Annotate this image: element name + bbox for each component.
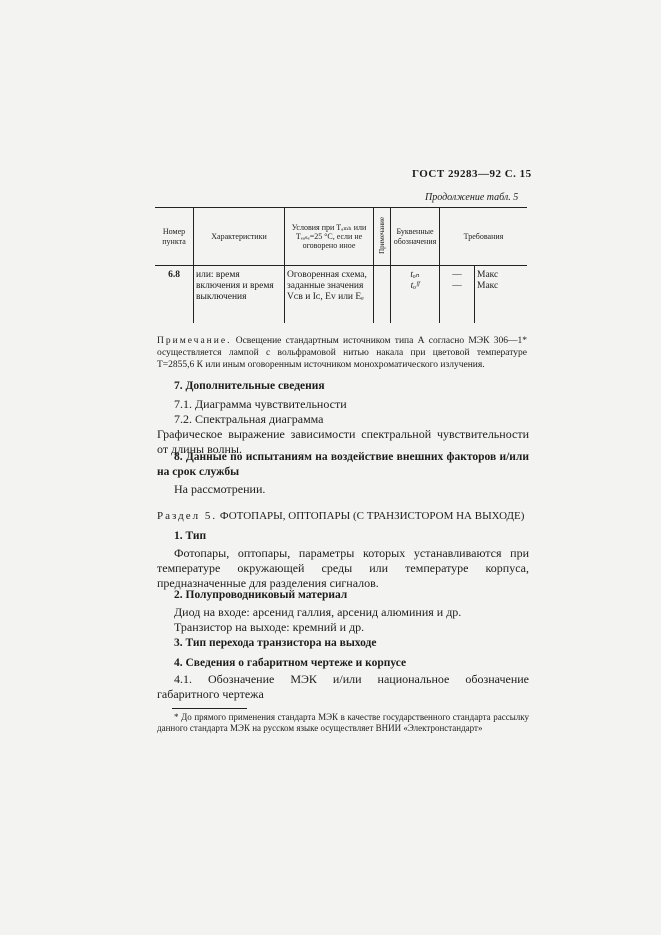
characteristics-table — [155, 207, 527, 323]
row-min — [440, 266, 475, 324]
note-text: Освещение стандартным источником типа А согласно МЭК 306—1* осуществляется лампой с вольфрамовой нитью накала при цветовой температуре T=2855,6 К или иным оговоренным источником монохроматического излучения. — [157, 336, 527, 370]
row-number: 6.8 — [168, 270, 180, 280]
table-note — [157, 335, 527, 371]
header-number: Номер пункта — [155, 208, 194, 266]
header-characteristic: Характеристики — [194, 208, 285, 266]
row-symbols — [391, 266, 440, 324]
type-text: Фотопары, оптопары, параметры которых устанавливаются при температуре окружающей среды или температуре корпуса, предназначенные для разделения сигналов. — [157, 546, 529, 590]
dash-2: — — [452, 280, 462, 291]
note-label: Примечание. — [157, 336, 232, 346]
item-7-1: 7.1. Диаграмма чувствительности — [174, 397, 347, 411]
row-conditions: Оговоренная схема, заданные значения Vᴄʙ и Iᴄ, Eᴠ или Eₑ — [285, 266, 374, 324]
table-row — [155, 266, 527, 324]
razdel-heading — [157, 510, 524, 522]
package-title: 4. Сведения о габаритном чертеже и корпусе — [174, 657, 407, 669]
section-7-title: 7. Дополнительные сведения — [174, 380, 325, 392]
table-continuation-label: Продолжение табл. 5 — [425, 192, 519, 203]
header-conditions: Условия при Tₐₘₕ или Tₑₐₛₑ=25 °C, если не оговорено иное — [285, 208, 374, 266]
req-max-2: Макс — [477, 280, 499, 291]
razdel-title: ФОТОПАРЫ, ОПТОПАРЫ (С ТРАНЗИСТОРОМ НА ВЫХОДЕ) — [219, 510, 525, 522]
symbol-on: tₒₙ — [410, 270, 420, 280]
symbol-off: tₒᶠᶠ — [410, 280, 420, 291]
section-8-title: 8. Данные по испытаниям на воздействие внешних факторов и/или на срок службы — [157, 451, 529, 478]
material-line-2: Транзистор на выходе: кремний и др. — [174, 620, 365, 634]
header-requirements: Требования — [440, 208, 528, 266]
item-7-text: Графическое выражение зависимости спектральной чувствительности от длины волны. — [157, 427, 529, 456]
section-8-text: На рассмотрении. — [174, 482, 266, 496]
row-note — [374, 266, 391, 324]
item-7-2: 7.2. Спектральная диаграмма — [174, 412, 324, 426]
razdel-label: Раздел 5. — [157, 510, 218, 522]
header-note-cell — [374, 208, 391, 266]
header-symbol: Буквенные обозначения — [391, 208, 440, 266]
junction-title: 3. Тип перехода транзистора на выходе — [174, 637, 377, 649]
footnote-divider — [172, 708, 247, 709]
type-title: 1. Тип — [174, 530, 207, 542]
row-max — [475, 266, 528, 324]
material-line-1: Диод на входе: арсенид галлия, арсенид алюминия и др. — [174, 605, 462, 619]
dash-1: — — [452, 270, 462, 280]
header-note: Примечание — [377, 216, 386, 254]
item-4-1: 4.1. Обозначение МЭК и/или национальное обозначение габаритного чертежа — [157, 672, 529, 701]
table-header-row — [155, 208, 527, 266]
row-characteristic: или: время включения и время выключения — [194, 266, 285, 324]
material-title: 2. Полупроводниковый материал — [174, 589, 348, 601]
footnote: * До прямого применения стандарта МЭК в качестве государственного стандарта рассылку данного стандарта МЭК на русском языке осуществляет ВНИИ «Электронстандарт» — [157, 712, 529, 733]
page-header: ГОСТ 29283—92 С. 15 — [412, 168, 532, 180]
req-max-1: Макс — [477, 270, 499, 280]
